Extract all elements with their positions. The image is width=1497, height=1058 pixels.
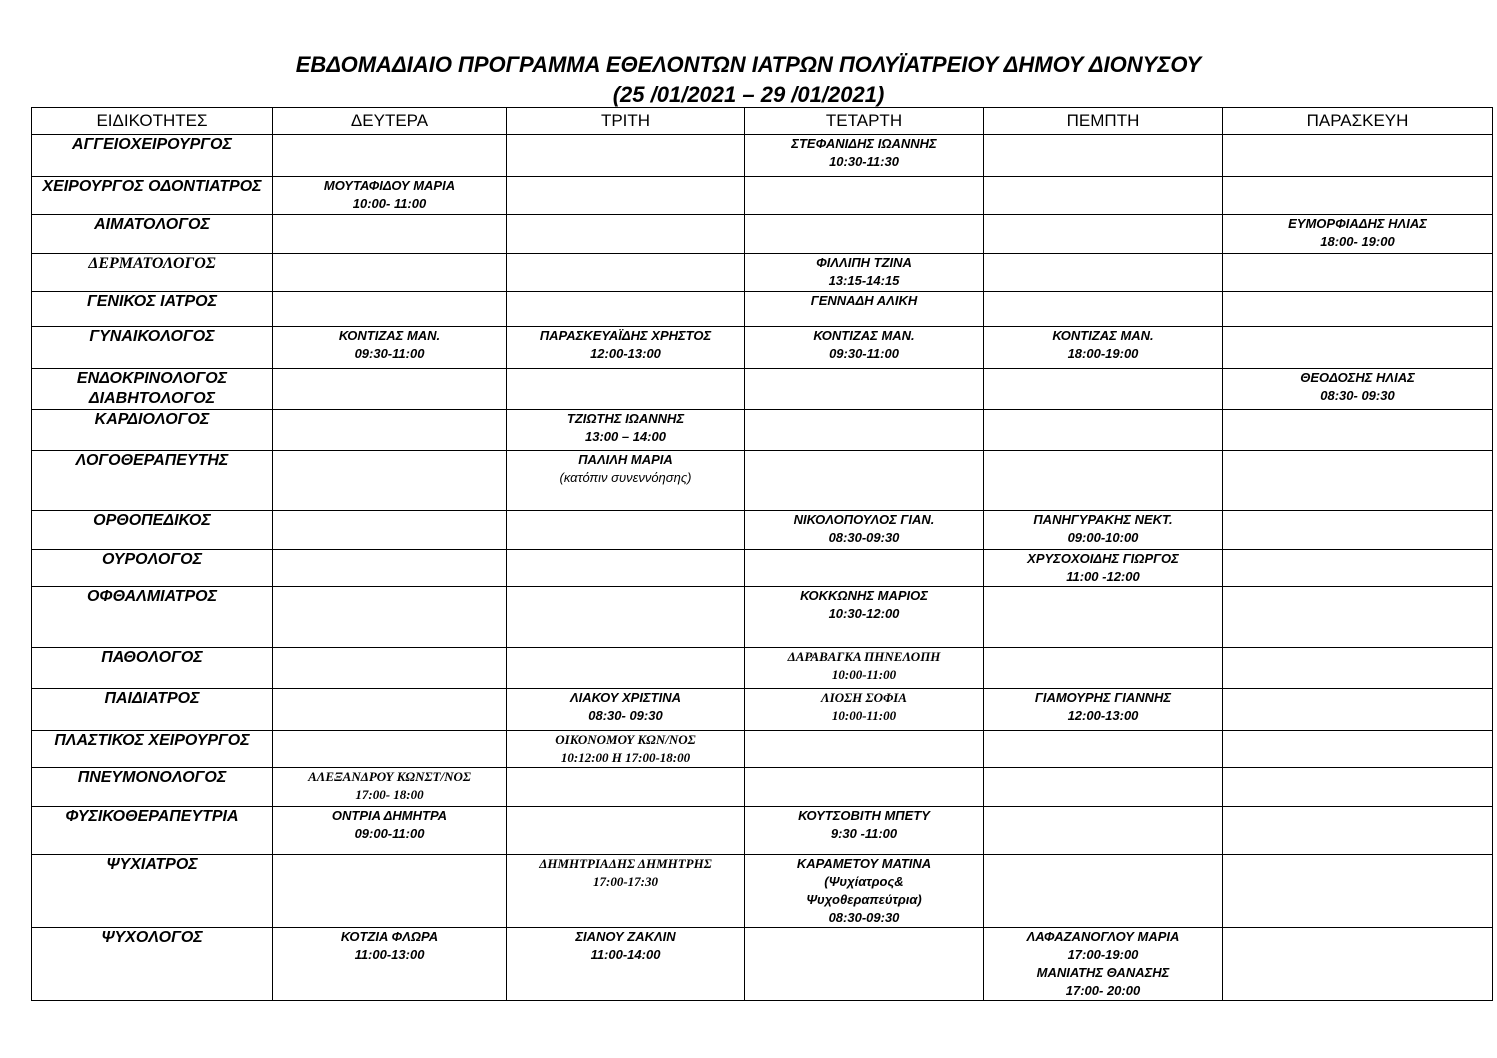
- schedule-cell: [745, 855, 984, 928]
- cell-line: ΣΙΑΝΟΥ ΖΑΚΛΙΝ: [575, 929, 676, 944]
- schedule-cell: [507, 410, 745, 451]
- specialty-cell: ΠΑΙΔΙΑΤΡΟΣ: [32, 689, 273, 731]
- table-row: [32, 768, 1493, 807]
- cell-line: 09:00-11:00: [354, 826, 425, 841]
- schedule-cell: [984, 768, 1223, 807]
- schedule-cell: [1223, 451, 1493, 511]
- schedule-cell: [1223, 135, 1493, 177]
- schedule-cell: [1223, 768, 1493, 807]
- cell-line: 18:00-19:00: [1067, 346, 1139, 361]
- specialty-cell: ΟΡΘΟΠΕΔΙΚΟΣ: [32, 511, 273, 550]
- cell-line: 10:30-11:30: [829, 154, 899, 169]
- schedule-cell: [273, 855, 507, 928]
- cell-line: ΤΖΙΩΤΗΣ ΙΩΑΝΝΗΣ: [566, 411, 685, 426]
- table-row: [32, 928, 1493, 1001]
- schedule-cell: [745, 177, 984, 215]
- specialty-cell: ΟΥΡΟΛΟΓΟΣ: [32, 550, 273, 587]
- schedule-cell: [984, 135, 1223, 177]
- schedule-cell: [745, 689, 984, 731]
- schedule-cell: [1223, 731, 1493, 768]
- schedule-cell: [273, 327, 507, 369]
- header-monday: ΔΕΥΤΕΡΑ: [273, 108, 507, 135]
- schedule-cell: [507, 731, 745, 768]
- cell-line: (Ψυχίατρος&: [824, 874, 904, 889]
- schedule-cell: [1223, 648, 1493, 689]
- header-specialties: ΕΙΔΙΚΟΤΗΤΕΣ: [32, 108, 273, 135]
- specialty-cell: ΠΑΘΟΛΟΓΟΣ: [32, 648, 273, 689]
- schedule-cell: [1223, 254, 1493, 292]
- schedule-cell: [273, 451, 507, 511]
- cell-line: 17:00- 20:00: [1065, 983, 1141, 998]
- schedule-cell: [1223, 327, 1493, 369]
- cell-line: ΚΟΚΚΩΝΗΣ ΜΑΡΙΟΣ: [800, 588, 928, 603]
- specialty-cell: ΠΛΑΣΤΙΚΟΣ ΧΕΙΡΟΥΡΓΟΣ: [32, 731, 273, 768]
- schedule-cell: [1223, 807, 1493, 855]
- table-row: [32, 731, 1493, 768]
- header-friday: ΠΑΡΑΣΚΕΥΗ: [1223, 108, 1493, 135]
- schedule-cell: [273, 689, 507, 731]
- schedule-cell: [984, 689, 1223, 731]
- cell-line: ΝΙΚΟΛΟΠΟΥΛΟΣ ΓΙΑΝ.: [793, 512, 935, 527]
- schedule-cell: [273, 410, 507, 451]
- table-row: [32, 410, 1493, 451]
- cell-line: ΧΡΥΣΟΧΟΙΔΗΣ ΓΙΩΡΓΟΣ: [1027, 551, 1179, 566]
- cell-line: ΚΟΥΤΣΟΒΙΤΗ ΜΠΕΤΥ: [798, 808, 930, 823]
- schedule-cell: [507, 855, 745, 928]
- schedule-cell: [273, 511, 507, 550]
- cell-line: 17:00-17:30: [593, 874, 658, 889]
- schedule-cell: [745, 587, 984, 648]
- schedule-cell: [507, 254, 745, 292]
- schedule-cell: [1223, 511, 1493, 550]
- header-tuesday: ΤΡΙΤΗ: [507, 108, 745, 135]
- cell-line: 10:12:00 Η 17:00-18:00: [560, 750, 691, 765]
- table-row: [32, 689, 1493, 731]
- cell-line: ΛΑΦΑΖΑΝΟΓΛΟΥ ΜΑΡΙΑ: [1026, 929, 1180, 944]
- schedule-cell: [1223, 550, 1493, 587]
- cell-line: ΕΥΜΟΡΦΙΑΔΗΣ ΗΛΙΑΣ: [1288, 216, 1427, 231]
- schedule-cell: [507, 135, 745, 177]
- cell-line: ΚΟΝΤΙΖΑΣ ΜΑΝ.: [813, 328, 915, 343]
- table-row: [32, 292, 1493, 327]
- cell-line: 18:00- 19:00: [1320, 234, 1395, 249]
- cell-line: 9:30 -11:00: [830, 826, 898, 841]
- table-row: [32, 587, 1493, 648]
- schedule-cell: [273, 731, 507, 768]
- cell-line: 08:30-09:30: [828, 910, 900, 925]
- schedule-cell: [745, 369, 984, 410]
- cell-line: 10:00- 11:00: [352, 196, 427, 211]
- schedule-cell: [273, 587, 507, 648]
- schedule-cell: [745, 550, 984, 587]
- cell-line: ΑΛΕΞΑΝΔΡΟΥ ΚΩΝΣΤ/ΝΟΣ: [308, 769, 471, 784]
- schedule-cell: [507, 550, 745, 587]
- specialty-cell: ΧΕΙΡΟΥΡΓΟΣ ΟΔΟΝΤΙΑΤΡΟΣ: [32, 177, 273, 215]
- schedule-cell: [984, 215, 1223, 254]
- cell-line: (κατόπιν συνεννόησης): [559, 470, 692, 485]
- cell-line: 09:30-11:00: [354, 346, 425, 361]
- cell-line: 17:00-19:00: [1067, 947, 1139, 962]
- cell-line: ΘΕΟΔΟΣΗΣ ΗΛΙΑΣ: [1300, 370, 1415, 385]
- schedule-cell: [507, 215, 745, 254]
- schedule-cell: [1223, 928, 1493, 1001]
- cell-line: ΔΗΜΗΤΡΙΑΔΗΣ ΔΗΜΗΤΡΗΣ: [539, 856, 712, 871]
- schedule-cell: [984, 369, 1223, 410]
- cell-line: 10:00-11:00: [831, 708, 897, 723]
- specialty-cell: ΦΥΣΙΚΟΘΕΡΑΠΕΥΤΡΙΑ: [32, 807, 273, 855]
- schedule-cell: [1223, 177, 1493, 215]
- date-range: (25 /01/2021 – 29 /01/2021): [612, 82, 885, 107]
- cell-line: 13:15-14:15: [828, 273, 900, 288]
- cell-line: ΚΟΝΤΙΖΑΣ ΜΑΝ.: [338, 328, 441, 343]
- table-row: [32, 807, 1493, 855]
- header-row: [32, 108, 1493, 135]
- specialty-cell: ΑΓΓΕΙΟΧΕΙΡΟΥΡΓΟΣ: [32, 135, 273, 177]
- schedule-cell: [745, 254, 984, 292]
- cell-line: ΟΙΚΟΝΟΜΟΥ ΚΩΝ/ΝΟΣ: [555, 732, 696, 747]
- cell-line: ΠΑΛΙΛΗ ΜΑΡΙΑ: [578, 452, 673, 467]
- schedule-cell: [745, 135, 984, 177]
- cell-line: ΛΙΑΚΟΥ ΧΡΙΣΤΙΝΑ: [570, 690, 681, 705]
- cell-line: ΓΙΑΜΟΥΡΗΣ ΓΙΑΝΝΗΣ: [1034, 690, 1172, 705]
- schedule-cell: [745, 928, 984, 1001]
- table-row: [32, 327, 1493, 369]
- schedule-cell: [745, 215, 984, 254]
- schedule-cell: [1223, 587, 1493, 648]
- cell-line: ΔΑΡΑΒΑΓΚΑ ΠΗΝΕΛΟΠΗ: [787, 649, 941, 664]
- cell-line: 17:00- 18:00: [355, 787, 424, 802]
- cell-line: ΜΟΥΤΑΦΙΔΟΥ ΜΑΡΙΑ: [323, 178, 456, 193]
- schedule-cell: [273, 550, 507, 587]
- cell-line: 12:00-13:00: [590, 346, 661, 361]
- specialty-cell: ΚΑΡΔΙΟΛΟΓΟΣ: [32, 410, 273, 451]
- schedule-cell: [507, 369, 745, 410]
- schedule-cell: [507, 292, 745, 327]
- cell-line: 11:00-14:00: [590, 947, 661, 962]
- schedule-cell: [984, 292, 1223, 327]
- specialty-cell: ΓΥΝΑΙΚΟΛΟΓΟΣ: [32, 327, 273, 369]
- schedule-cell: [984, 451, 1223, 511]
- specialty-cell: ΠΝΕΥΜΟΝΟΛΟΓΟΣ: [32, 768, 273, 807]
- table-row: [32, 215, 1493, 254]
- schedule-cell: [273, 135, 507, 177]
- cell-line: 11:00 -12:00: [1066, 569, 1140, 584]
- specialty-cell: ΟΦΘΑΛΜΙΑΤΡΟΣ: [32, 587, 273, 648]
- table-row: [32, 369, 1493, 410]
- specialty-cell: ΨΥΧΙΑΤΡΟΣ: [32, 855, 273, 928]
- schedule-cell: [507, 177, 745, 215]
- cell-line: ΔΙΑΒΗΤΟΛΟΓΟΣ: [88, 390, 216, 407]
- schedule-cell: ΓΕΝΝΑΔΗ ΑΛΙΚΗ: [745, 292, 984, 327]
- schedule-cell: [745, 731, 984, 768]
- cell-line: 08:30-09:30: [828, 530, 900, 545]
- schedule-cell: [1223, 410, 1493, 451]
- table-row: [32, 648, 1493, 689]
- schedule-cell: [984, 587, 1223, 648]
- schedule-cell: [507, 327, 745, 369]
- header-thursday: ΠΕΜΠΤΗ: [984, 108, 1223, 135]
- schedule-cell: [984, 731, 1223, 768]
- table-row: [32, 511, 1493, 550]
- schedule-cell: [273, 928, 507, 1001]
- schedule-cell: [507, 689, 745, 731]
- schedule-cell: [507, 511, 745, 550]
- schedule-cell: [507, 587, 745, 648]
- schedule-cell: [984, 855, 1223, 928]
- cell-line: ΠΑΝΗΓΥΡΑΚΗΣ ΝΕΚΤ.: [1033, 512, 1173, 527]
- page-title: ΕΒΔΟΜΑΔΙΑΙΟ ΠΡΟΓΡΑΜΜΑ ΕΘΕΛΟΝΤΩΝ ΙΑΤΡΩΝ ΠΟΛΥΪΑΤΡΕΙΟΥ ΔΗΜΟΥ ΔΙΟΝΥΣΟΥ: [295, 52, 1202, 77]
- specialty-cell: [32, 369, 273, 410]
- cell-line: 13:00 – 14:00: [585, 429, 666, 444]
- cell-line: 12:00-13:00: [1067, 708, 1139, 723]
- cell-line: ΛΙΟΣΗ ΣΟΦΙΑ: [821, 690, 907, 705]
- schedule-cell: [745, 327, 984, 369]
- schedule-cell: [1223, 215, 1493, 254]
- schedule-cell: [984, 648, 1223, 689]
- schedule-cell: [984, 807, 1223, 855]
- header-wednesday: ΤΕΤΑΡΤΗ: [745, 108, 984, 135]
- schedule-cell: [745, 768, 984, 807]
- schedule-cell: [273, 807, 507, 855]
- schedule-cell: [507, 451, 745, 511]
- cell-line: ΟΝΤΡΙΑ ΔΗΜΗΤΡΑ: [331, 808, 448, 823]
- specialty-cell: ΨΥΧΟΛΟΓΟΣ: [32, 928, 273, 1001]
- cell-line: Ψυχοθεραπεύτρια): [806, 892, 922, 907]
- schedule-cell: [507, 768, 745, 807]
- specialty-cell: ΔΕΡΜΑΤΟΛΟΓΟΣ: [32, 254, 273, 292]
- schedule-cell: [984, 327, 1223, 369]
- cell-line: 08:30- 09:30: [588, 708, 663, 723]
- schedule-cell: [1223, 292, 1493, 327]
- cell-line: ΣΤΕΦΑΝΙΔΗΣ ΙΩΑΝΝΗΣ: [791, 136, 937, 151]
- cell-line: ΚΟΤΖΙΑ ΦΛΩΡΑ: [340, 929, 439, 944]
- schedule-cell: [745, 807, 984, 855]
- table-row: [32, 550, 1493, 587]
- cell-line: 09:00-10:00: [1067, 530, 1139, 545]
- specialty-cell: ΓΕΝΙΚΟΣ ΙΑΤΡΟΣ: [32, 292, 273, 327]
- table-row: [32, 177, 1493, 215]
- table-row: [32, 855, 1493, 928]
- schedule-cell: [745, 511, 984, 550]
- schedule-cell: [273, 768, 507, 807]
- schedule-cell: [273, 292, 507, 327]
- schedule-cell: [984, 550, 1223, 587]
- specialty-cell: ΑΙΜΑΤΟΛΟΓΟΣ: [32, 215, 273, 254]
- schedule-cell: [507, 928, 745, 1001]
- schedule-cell: [1223, 369, 1493, 410]
- schedule-cell: [273, 215, 507, 254]
- schedule-cell: [1223, 855, 1493, 928]
- schedule-cell: [984, 254, 1223, 292]
- cell-line: 11:00-13:00: [354, 947, 425, 962]
- cell-line: ΕΝΔΟΚΡΙΝΟΛΟΓΟΣ: [76, 370, 228, 387]
- table-row: [32, 451, 1493, 511]
- schedule-cell: [984, 511, 1223, 550]
- schedule-cell: [745, 410, 984, 451]
- schedule-cell: [273, 648, 507, 689]
- cell-line: ΚΟΝΤΙΖΑΣ ΜΑΝ.: [1052, 328, 1154, 343]
- cell-line: 08:30- 09:30: [1320, 388, 1395, 403]
- cell-line: 09:30-11:00: [829, 346, 899, 361]
- schedule-cell: [273, 254, 507, 292]
- table-row: [32, 135, 1493, 177]
- schedule-cell: [507, 807, 745, 855]
- cell-line: ΦΙΛΛΙΠΗ ΤΖΙΝΑ: [816, 255, 912, 270]
- schedule-cell: [273, 369, 507, 410]
- schedule-cell: [745, 451, 984, 511]
- cell-line: ΠΑΡΑΣΚΕΥΑΪΔΗΣ ΧΡΗΣΤΟΣ: [539, 328, 712, 343]
- schedule-cell: [507, 648, 745, 689]
- schedule-cell: [984, 410, 1223, 451]
- schedule-cell: [273, 177, 507, 215]
- schedule-cell: [984, 928, 1223, 1001]
- cell-line: 10:30-12:00: [828, 606, 900, 621]
- cell-line: ΜΑΝΙΑΤΗΣ ΘΑΝΑΣΗΣ: [1036, 965, 1170, 980]
- table-row: [32, 254, 1493, 292]
- cell-line: ΚΑΡΑΜΕΤΟΥ ΜΑΤΙΝΑ: [796, 856, 932, 871]
- specialty-cell: ΛΟΓΟΘΕΡΑΠΕΥΤΗΣ: [32, 451, 273, 511]
- cell-line: 10:00-11:00: [831, 667, 897, 682]
- schedule-cell: [984, 177, 1223, 215]
- schedule-cell: [1223, 689, 1493, 731]
- schedule-table: [31, 107, 1493, 1001]
- schedule-cell: [745, 648, 984, 689]
